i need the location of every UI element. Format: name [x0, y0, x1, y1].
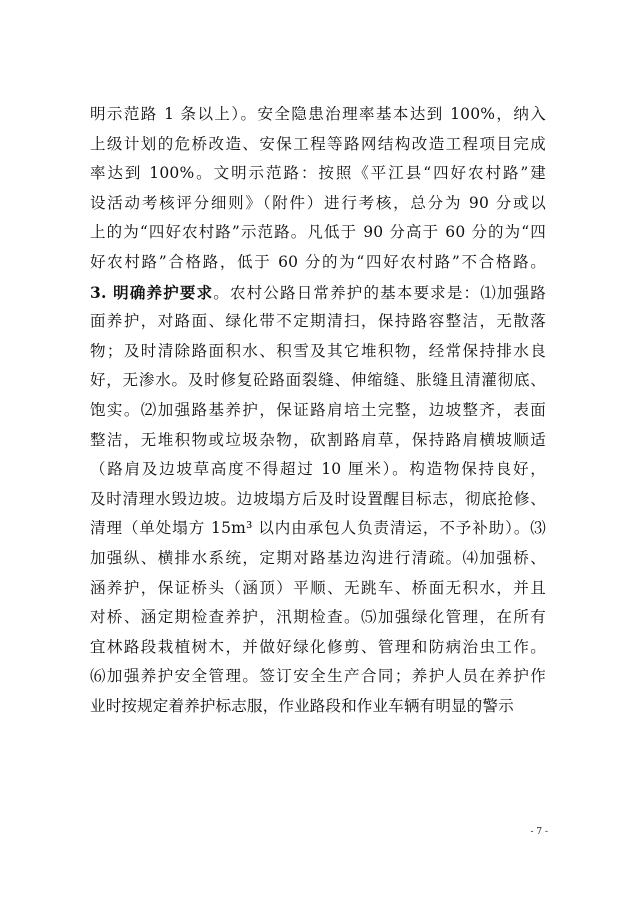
text-line-19: 宜林路段栽植树木，并做好绿化修剪、管理和防病治虫工作。 — [90, 637, 546, 656]
text-line-13: （路肩及边坡草高度不得超过 10 厘米）。构造物保持良好， — [90, 460, 546, 479]
text-line-11: 饱实。⑵加强路基养护，保证路肩培土完整，边坡整齐，表面 — [90, 400, 546, 419]
text-line-8: 面养护，对路面、绿化带不定期清扫，保持路容整洁，无散落 — [90, 312, 546, 331]
body-text — [90, 100, 546, 721]
text-line-12: 整洁，无堆积物或垃圾杂物，砍割路肩草，保持路肩横坡顺适 — [90, 430, 546, 449]
text-line-14: 及时清理水毁边坡。边坡塌方后及时设置醒目标志，彻底抢修、 — [90, 489, 546, 508]
text-line-16: 加强纵、横排水系统，定期对路基边沟进行清疏。⑷加强桥、 — [90, 548, 546, 567]
text-line-6: 好农村路”合格路，低于 60 分的为“四好农村路”不合格路。 — [90, 252, 546, 271]
text-line-9: 物；及时清除路面积水、积雪及其它堆积物，经常保持排水良 — [90, 341, 546, 360]
text-line-2: 上级计划的危桥改造、安保工程等路网结构改造工程项目完成 — [90, 134, 546, 153]
text-line-20: ⑹加强养护安全管理。签订安全生产合同；养护人员在养护作 — [90, 667, 546, 686]
text-line-3: 率达到 100%。文明示范路：按照《平江县“四好农村路”建 — [90, 164, 546, 183]
text-line-10: 好，无渗水。及时修复砼路面裂缝、伸缩缝、胀缝且清灌彻底、 — [90, 371, 546, 390]
text-line-18: 对桥、涵定期检查养护，汛期检查。⑸加强绿化管理，在所有 — [90, 608, 546, 627]
text-line-21: 业时按规定着养护标志服，作业路段和作业车辆有明显的警示 — [90, 696, 514, 715]
section-heading: 3. 明确养护要求 — [90, 282, 214, 302]
text-line-7 — [90, 278, 546, 308]
text-line-17: 涵养护，保证桥头（涵顶）平顺、无跳车、桥面无积水，并且 — [90, 578, 546, 597]
text-line-1: 明示范路 1 条以上）。安全隐患治理率基本达到 100%，纳入 — [90, 105, 546, 123]
text-line-5: 上的为“四好农村路”示范路。凡低于 90 分高于 60 分的为“四 — [90, 223, 546, 242]
section-heading-continuation: 。农村公路日常养护的基本要求是：⑴加强路 — [213, 283, 546, 302]
text-line-15: 清理（单处塌方 15m³ 以内由承包人负责清运，不予补助）。⑶ — [90, 519, 546, 538]
page-number: - 7 - — [530, 827, 548, 837]
text-line-4: 设活动考核评分细则》（附件）进行考核，总分为 90 分或以 — [90, 193, 546, 212]
